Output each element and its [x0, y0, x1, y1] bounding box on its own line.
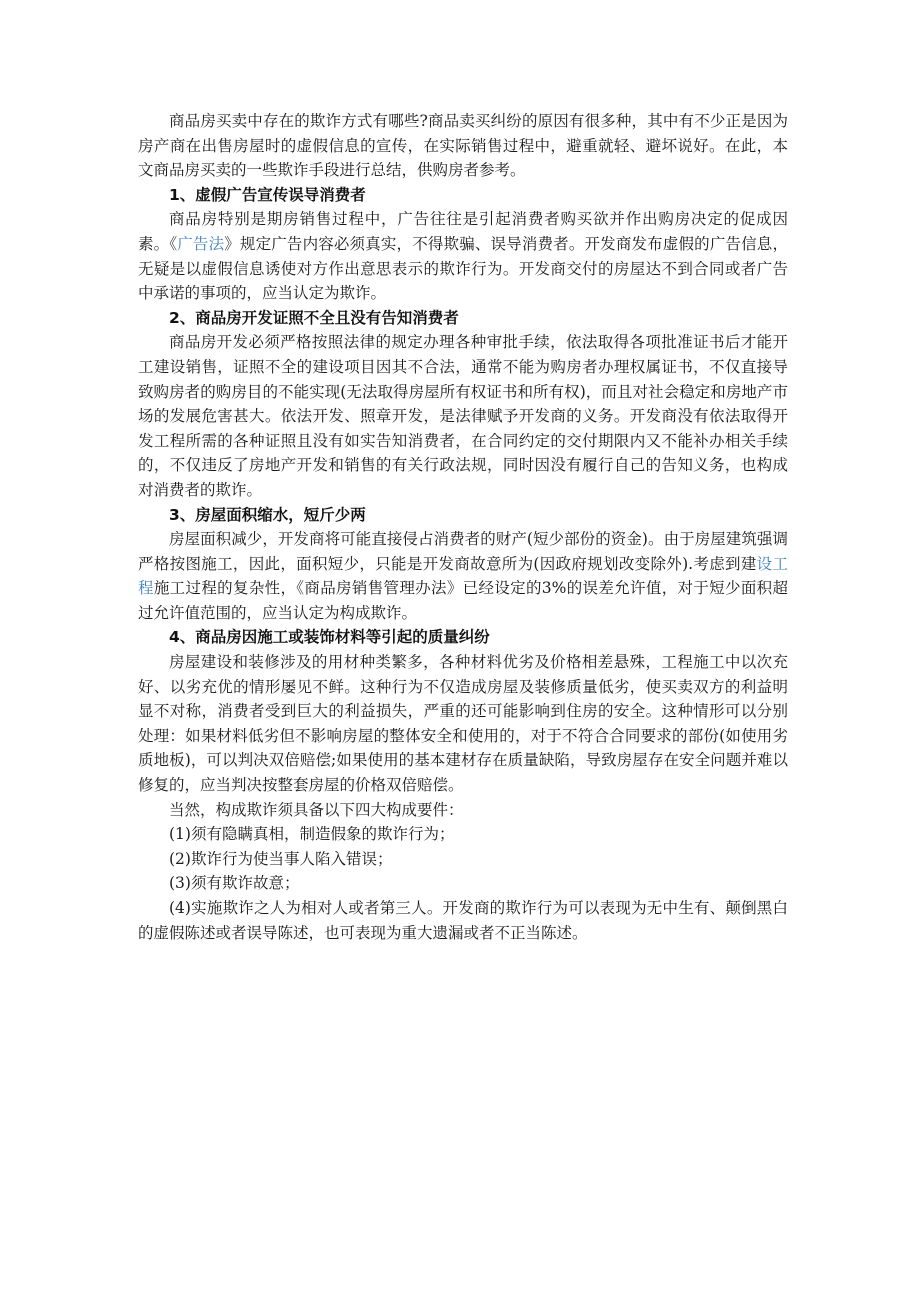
advertising-law-link[interactable]: 广告法 — [177, 234, 225, 253]
section-1-text-a: 商品房特别是期房销售过程中，广告往往是引起消费者购买欲并作出购房决定的促成因素。《 — [138, 210, 788, 253]
section-heading-2: 2、商品房开发证照不全且没有告知消费者 — [169, 308, 459, 327]
conclusion-paragraph: 当然，构成欺诈须具备以下四大构成要件： — [169, 800, 464, 819]
section-paragraph-1 — [138, 207, 788, 305]
section-1-text-b: 》规定广告内容必须真实，不得欺骗、误导消费者。开发商发布虚假的广告信息，无疑是以虚假信息诱使对方作出意思表示的欺诈行为。开发商交付的房屋达不到合同或者广告中承诺的事项的，应当认定为欺诈。 — [138, 234, 788, 303]
list-item: (1)须有隐瞒真相，制造假象的欺诈行为； — [169, 825, 455, 844]
section-3-text-a: 房屋面积减少，开发商将可能直接侵占消费者的财产(短少部份的资金)。由于房屋建筑强调严格按图施工，因此，面积短少，只能是开发商故意所为(因政府规划改变除外).考虑到建 — [138, 530, 788, 573]
section-heading-4: 4、商品房因施工或装饰材料等引起的质量纠纷 — [169, 628, 490, 647]
list-item: (4)实施欺诈之人为相对人或者第三人。开发商的欺诈行为可以表现为无中生有、颠倒黑白的虚假陈述或者误导陈述，也可表现为重大遗漏或者不正当陈述。 — [138, 899, 788, 942]
construction-project-link[interactable]: 设工程 — [138, 554, 788, 598]
list-item: (2)欺诈行为使当事人陷入错误； — [169, 849, 393, 868]
section-heading-3: 3、房屋面积缩水，短斤少两 — [169, 505, 366, 524]
section-3-text-b: 施工过程的复杂性，《商品房销售管理办法》已经设定的3%的误差允许值，对于短少面积超过允许值范围的，应当认定为构成欺诈。 — [138, 579, 788, 622]
intro-paragraph: 商品房买卖中存在的欺诈方式有哪些?商品卖买纠纷的原因有很多种，其中有不少正是因为房产商在出售房屋时的虚假信息的宣传，在实际销售过程中，避重就轻、避坏说好。在此，本文商品房买卖的一些欺诈手段进行总结，供购房者参考。 — [138, 112, 788, 180]
list-item: (3)须有欺诈故意； — [169, 874, 300, 893]
section-paragraph-2: 商品房开发必须严格按照法律的规定办理各种审批手续，依法取得各项批准证书后才能开工建设销售，证照不全的建设项目因其不合法，通常不能为购房者办理权属证书，不仅直接导致购房者的购房目的不能实现(无法取得房屋所有权证书和所有权)，而且对社会稳定和房地产市场的发展危害甚大。依法开发、照章开发，是法律赋予开发商的义务。开发商没有依法取得开发工程所需的各种证照且没有如实告知消费者，在合同约定的交付期限内又不能补办相关手续的，不仅违反了房地产开发和销售的有关行政法规，同时因没有履行自己的告知义务，也构成对消费者的欺诈。 — [138, 333, 788, 499]
section-heading-1: 1、虚假广告宣传误导消费者 — [169, 185, 366, 204]
article-body — [138, 109, 788, 945]
section-paragraph-4: 房屋建设和装修涉及的用材种类繁多，各种材料优劣及价格相差悬殊，工程施工中以次充好、以劣充优的情形屡见不鲜。这种行为不仅造成房屋及装修质量低劣，使买卖双方的利益明显不对称，消费者受到巨大的利益损失，严重的还可能影响到住房的安全。这种情形可以分别处理：如果材料低劣但不影响房屋的整体安全和使用的，对于不符合合同要求的部份(如使用劣质地板)，可以判决双倍赔偿;如果使用的基本建材存在质量缺陷，导致房屋存在安全问题并难以修复的，应当判决按整套房屋的价格双倍赔偿。 — [138, 653, 788, 795]
section-paragraph-3 — [138, 527, 788, 625]
